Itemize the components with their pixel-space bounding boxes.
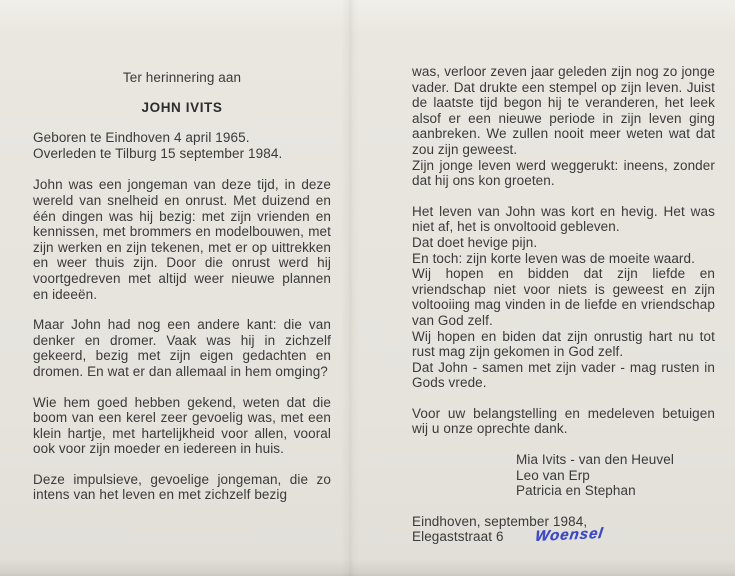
right-paragraph-2f: Dat John - samen met zijn vader - mag rusten in Gods vrede. [412, 359, 715, 391]
family-name-3: Patricia en Stephan [516, 483, 636, 499]
right-page [412, 64, 715, 545]
right-paragraph-2c: En toch: zijn korte leven was de moeite waard. [412, 250, 695, 266]
died-line: Overleden te Tilburg 15 september 1984. [33, 145, 283, 161]
right-paragraph-1a: was, verloor zeven jaar geleden zijn nog zo jonge vader. Dat drukte een stempel op zijn leven. Juist de laatste tijd begon hij te veranderen, het leek alsof er een nieuwe periode in zijn leven ging aanbreken. We zullen nooit meer weten wat dat zou zijn geweest. [412, 64, 715, 157]
address-text: Elegaststraat 6 [412, 529, 504, 545]
left-page [33, 70, 331, 503]
closing-block [412, 514, 715, 545]
right-paragraph-2e: Wij hopen en biden dat zijn onrustig hart nu tot rust mag zijn gekomen in God zelf. [412, 328, 715, 360]
left-paragraph-1: John was een jongeman van deze tijd, in deze wereld van snelheid en onrust. Met duizend en één dingen was hij bezig: met zijn vrienden en kennissen, met brommers en modelbouwen, met zijn werken en zijn tekenen, met er op uittrekken en weer thuis zijn. Door die onrust werd hij voortgedreven met altijd weer nieuwe plannen en ideeën. [33, 177, 331, 302]
right-paragraph-2d: Wij hopen en bidden dat zijn liefde en vriendschap niet voor niets is geweest en zijn voltooiing mag vinden in de liefde en vriendschap van God zelf. [412, 266, 715, 328]
vital-dates [33, 130, 331, 161]
right-paragraph-2b: Dat doet hevige pijn. [412, 234, 538, 250]
place-date-line: Eindhoven, september 1984, [412, 513, 588, 529]
left-paragraph-4: Deze impulsieve, gevoelige jongeman, die zo intens van het leven en met zichzelf bezig [33, 471, 331, 503]
fold-crease [341, 0, 359, 576]
family-name-1: Mia Ivits - van den Heuvel [516, 452, 674, 468]
left-paragraph-3: Wie hem goed hebben gekend, weten dat die boom van een kerel zeer gevoelig was, met een klein hartje, met hartelijkheid voor allen, vooral ook voor zijn moeder en iedereen in huis. [33, 394, 331, 457]
deceased-name: JOHN IVITS [141, 99, 223, 115]
handwritten-note: Woensel [533, 525, 605, 546]
right-paragraph-1b: Zijn jonge leven werd weggerukt: ineens, zonder dat hij ons kon groeten. [412, 157, 715, 189]
dedication-line: Ter herinnering aan [122, 70, 242, 85]
born-line: Geboren te Eindhoven 4 april 1965. [33, 130, 250, 146]
thanks-paragraph: Voor uw belangstelling en medeleven betuigen wij u onze oprechte dank. [412, 405, 715, 437]
family-names [516, 452, 715, 499]
left-paragraph-2: Maar John had nog een andere kant: die van denker en dromer. Vaak was hij in zichzelf gekeerd, bezig met zijn eigen gedachten en dromen. En wat er dan allemaal in hem omging? [33, 317, 331, 379]
family-name-2: Leo van Erp [516, 467, 590, 483]
right-paragraph-2a: Het leven van John was kort en hevig. Het was niet af, het is onvoltooid gebleven. [412, 203, 715, 235]
address-line [412, 525, 715, 546]
